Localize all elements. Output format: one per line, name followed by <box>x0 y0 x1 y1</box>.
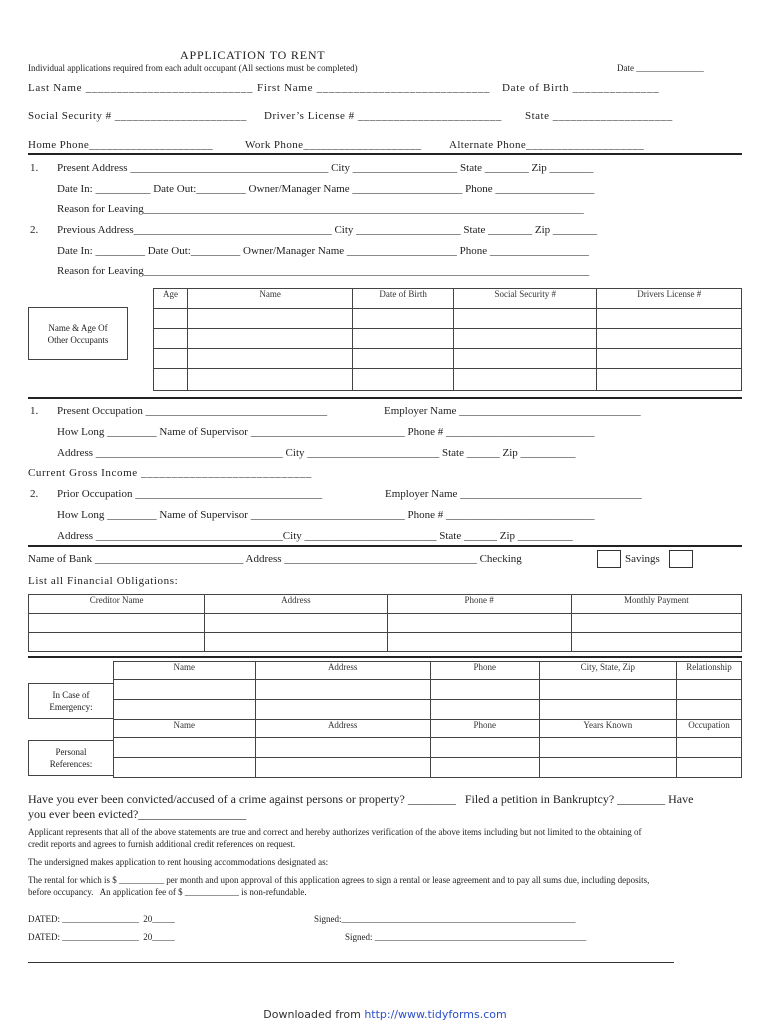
table-row[interactable] <box>154 369 742 391</box>
col-age: Age <box>154 289 188 309</box>
alternate-phone-field[interactable]: Alternate Phone____________________ <box>449 139 645 151</box>
section-divider <box>28 397 742 399</box>
occupants-label <box>28 307 128 360</box>
previous-address-field[interactable]: Previous Address____________________________________ City ___________________ State ________ Zip ________ <box>57 224 597 236</box>
footer-prefix: Downloaded from <box>263 1008 365 1021</box>
employer-name-2[interactable]: Employer Name _________________________________ <box>385 488 642 500</box>
col-license: Drivers License # <box>597 289 742 309</box>
references-label-text: Personal References: <box>49 747 93 769</box>
occupants-table <box>153 288 742 391</box>
employment-number-1: 1. <box>30 405 39 417</box>
page-title: APPLICATION TO RENT <box>180 48 326 62</box>
col-city-state-zip: City, State, Zip <box>539 662 677 680</box>
dated-field-2[interactable]: DATED: _________________ 20_____ <box>28 932 175 942</box>
date-field[interactable]: Date _______________ <box>617 63 704 73</box>
table-row[interactable] <box>154 309 742 329</box>
col-monthly-payment: Monthly Payment <box>571 595 741 614</box>
present-address-field[interactable]: Present Address ____________________________________ City ___________________ State ________ Zip ________ <box>57 162 594 174</box>
col-occupation: Occupation <box>677 720 742 738</box>
authorization-text-2: credit reports and agrees to furnish additional credit references on request. <box>28 839 296 849</box>
residence-dates-1[interactable]: Date In: __________ Date Out:_________ Owner/Manager Name ____________________ Phone __________________ <box>57 183 595 195</box>
bottom-rule <box>28 962 674 963</box>
gross-income-field[interactable]: Current Gross Income ____________________________ <box>28 467 312 479</box>
section-divider <box>28 545 742 547</box>
employment-number-2: 2. <box>30 488 39 500</box>
reason-leaving-1[interactable]: Reason for Leaving________________________________________________________________________________ <box>57 203 584 215</box>
checking-checkbox[interactable] <box>597 550 621 568</box>
emergency-label <box>28 683 114 719</box>
work-phone-field[interactable]: Work Phone____________________ <box>245 139 422 151</box>
table-row[interactable] <box>114 738 742 758</box>
tidyforms-link[interactable]: http://www.tidyforms.com <box>364 1008 507 1021</box>
table-row[interactable] <box>114 700 742 720</box>
col-years-known: Years Known <box>539 720 677 738</box>
dob-field[interactable]: Date of Birth ______________ <box>502 82 660 94</box>
emergency-label-text: In Case of Emergency: <box>49 690 93 712</box>
financial-table <box>28 594 742 652</box>
employer-name-1[interactable]: Employer Name _________________________________ <box>384 405 641 417</box>
col-relationship: Relationship <box>677 662 742 680</box>
col-address: Address <box>255 662 430 680</box>
criminal-bankruptcy-question[interactable]: Have you ever been convicted/accused of a crime against persons or property? ________ Filed a petition in Bankruptcy? ________ Have <box>28 792 694 806</box>
employer-address-2[interactable]: Address __________________________________City ________________________ State ______ Zip __________ <box>57 530 573 542</box>
supervisor-field-2[interactable]: How Long _________ Name of Supervisor ____________________________ Phone # ___________________________ <box>57 509 595 521</box>
col-address: Address <box>205 595 387 614</box>
footer <box>0 1008 770 1021</box>
table-row[interactable] <box>114 758 742 778</box>
state-field[interactable]: State ____________________ <box>525 110 673 122</box>
subtitle: Individual applications required from each adult occupant (All sections must be completed) <box>28 63 358 73</box>
eviction-question[interactable]: you ever been evicted?__________________ <box>28 807 247 821</box>
col-phone: Phone # <box>387 595 571 614</box>
rental-terms-1[interactable]: The rental for which is $ __________ per month and upon approval of this application agrees to sign a rental or lease agreement and to pay all sums due, including deposits, <box>28 875 650 885</box>
authorization-text-1: Applicant represents that all of the above statements are true and correct and hereby authorizes verification of the above items including but not limited to the obtaining of <box>28 827 642 837</box>
present-occupation-field[interactable]: Present Occupation _________________________________ <box>57 405 328 417</box>
residence-dates-2[interactable]: Date In: _________ Date Out:_________ Owner/Manager Name ____________________ Phone __________________ <box>57 245 589 257</box>
last-name-field[interactable]: Last Name ___________________________ <box>28 82 254 94</box>
supervisor-field-1[interactable]: How Long _________ Name of Supervisor ____________________________ Phone # ___________________________ <box>57 426 595 438</box>
signature-field-2[interactable]: Signed: _______________________________________________ <box>345 932 587 942</box>
residence-number-1: 1. <box>30 162 39 174</box>
home-phone-field[interactable]: Home Phone_____________________ <box>28 139 214 151</box>
col-address: Address <box>255 720 430 738</box>
savings-label: Savings <box>625 553 660 565</box>
table-row[interactable] <box>154 329 742 349</box>
col-creditor: Creditor Name <box>29 595 205 614</box>
rental-terms-2[interactable]: before occupancy. An application fee of $ ____________ is non-refundable. <box>28 887 307 897</box>
table-row[interactable] <box>154 349 742 369</box>
savings-checkbox[interactable] <box>669 550 693 568</box>
bank-field[interactable]: Name of Bank ___________________________ Address ___________________________________ Checking <box>28 553 522 565</box>
first-name-field[interactable]: First Name ____________________________ <box>257 82 491 94</box>
section-divider <box>28 153 742 155</box>
references-table <box>113 719 742 778</box>
employer-address-1[interactable]: Address __________________________________ City ________________________ State ______ Zip __________ <box>57 447 576 459</box>
application-statement: The undersigned makes application to rent housing accommodations designated as: <box>28 857 329 867</box>
signature-field-1[interactable]: Signed:____________________________________________________ <box>314 914 576 924</box>
table-row[interactable] <box>29 633 742 652</box>
col-phone: Phone <box>430 720 539 738</box>
license-field[interactable]: Driver’s License # ________________________ <box>264 110 502 122</box>
table-row[interactable] <box>114 680 742 700</box>
prior-occupation-field[interactable]: Prior Occupation __________________________________ <box>57 488 323 500</box>
occupants-label-text: Name & Age Of Other Occupants <box>47 322 109 345</box>
residence-number-2: 2. <box>30 224 39 236</box>
emergency-table <box>113 661 742 720</box>
financial-title: List all Financial Obligations: <box>28 575 179 587</box>
col-name: Name <box>187 289 352 309</box>
col-name: Name <box>114 662 256 680</box>
section-divider <box>28 656 742 658</box>
col-dob: Date of Birth <box>353 289 454 309</box>
reason-leaving-2[interactable]: Reason for Leaving_________________________________________________________________________________ <box>57 265 590 277</box>
references-label <box>28 740 114 776</box>
dated-field-1[interactable]: DATED: _________________ 20_____ <box>28 914 175 924</box>
table-row[interactable] <box>29 614 742 633</box>
col-phone: Phone <box>430 662 539 680</box>
ssn-field[interactable]: Social Security # ______________________ <box>28 110 247 122</box>
col-ssn: Social Security # <box>453 289 597 309</box>
col-name: Name <box>114 720 256 738</box>
